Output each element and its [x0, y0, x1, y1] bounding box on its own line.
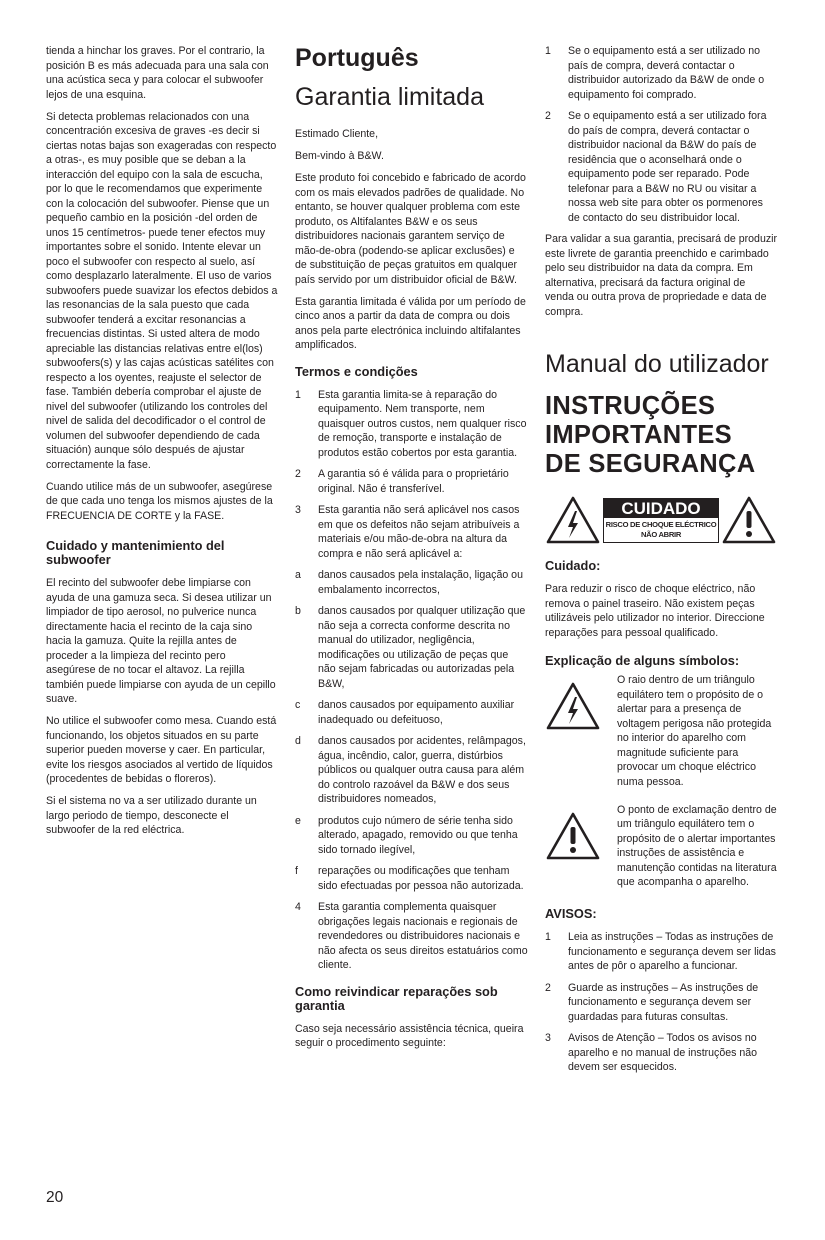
caution-heading: Cuidado:	[545, 558, 601, 573]
language-title: Português	[295, 44, 419, 72]
symbol-explanation	[545, 803, 777, 898]
symbol-explanation	[545, 673, 777, 797]
paragraph: Este produto foi concebido e fabricado de acordo com os mais elevados padrões de qualidade. No entanto, se houver qualquer problema com este produto, os Altifalantes B&W e os seus distribuidores nacionais garantem serviço de mão-de-obra (podendo-se aplicar exclusões) e de substituição de peças gratuitos em qualquer país servido por um distribuidor oficial de B&W.	[295, 172, 526, 286]
list-item: 1 Esta garantia limita-se à reparação do equipamento. Nem transporte, nem quaisquer outros custos, nem qualquer risco de remoção, transporte e instalação de produtos estão cobertos por esta garantia.	[295, 388, 527, 459]
list-item: 3 Avisos de Atenção – Todos os avisos no aparelho e no manual de instruções não devem ser esquecidos.	[545, 1032, 758, 1073]
paragraph: Si el sistema no va a ser utilizado durante un largo periodo de tiempo, desconecte el subwoofer de la red eléctrica.	[46, 795, 257, 836]
column-warranty	[295, 44, 528, 1058]
paragraph: Cuando utilice más de un subwoofer, asegúrese de que cada uno tenga los mismos ajustes de la FRECUENCIA DE CORTE y la FASE.	[46, 480, 273, 522]
warnings-heading: AVISOS:	[545, 906, 597, 921]
list-item: 2 Guarde as instruções – As instruções de funcionamento e segurança devem ser guardadas para futuras consultas.	[545, 981, 759, 1023]
lightning-warning-icon	[545, 495, 601, 545]
paragraph: Caso seja necessário assistência técnica, queira seguir o procedimento seguinte:	[295, 1022, 524, 1049]
greeting: Estimado Cliente,	[295, 128, 379, 140]
list-item: 3 Esta garantia não será aplicável nos casos em que os defeitos não sejam atribuíveis a materiais e/ou mão-de-obra na altura da compra e não será aplicável a:	[295, 504, 520, 560]
list-item: b danos causados por qualquer utilização que não seja a correcta conforme descrita no manual do utilizador, negligência, modificações ou utilização de peças que não sejam fabricadas ou autorizadas pela B&W,	[295, 605, 526, 690]
list-item: 2 Se o equipamento está a ser utilizado fora do país de compra, deverá contactar o distribuidor nacional da B&W do país de residência que o aconselhará onde o equipamento pode ser reparado. Pode telefonar para a B&W no RU ou visitar a nossa web site para obter os pormenores de contacto do seu distribuidor local.	[545, 110, 767, 224]
paragraph: O raio dentro de um triângulo equilátero tem o propósito de o alertar para a presença de voltagem perigosa não protegida no interior do aparelho com magnitude suficiente para provocar um choque eléctrico numa pessoa.	[617, 674, 772, 788]
lightning-triangle-icon	[545, 681, 601, 731]
exclamation-warning-icon	[721, 495, 777, 545]
paragraph: tienda a hinchar los graves. Por el contrario, la posición B es más adecuada para una sala con una acústica seca y para colocar el subwoofer lejos de una esquina.	[46, 45, 269, 101]
symbols-heading: Explicação de alguns símbolos:	[545, 653, 740, 668]
exclamation-triangle-icon	[545, 811, 601, 861]
claim-steps-list	[545, 44, 777, 225]
paragraph: El recinto del subwoofer debe limpiarse con ayuda de una gamuza seca. Si desea utilizar un limpiador de tipo aerosol, no pulverice nunca directamente hacia el recinto de la caja sino hacia la gamuza. Quite la rejilla antes de proceder a la limpieza del recinto pero asegúrese de no tocar el altavoz. La rejilla también puede limpiarse con ayuda de un cepillo suave.	[46, 577, 276, 705]
paragraph: No utilice el subwoofer como mesa. Cuando está funcionando, los objetos situados en su parte superior pueden moverse y caer. En particular, evite los riesgos asociados al vertido de líquidos (procedentes de bebidas o floreros).	[46, 715, 277, 785]
list-item: e produtos cujo número de série tenha sido alterado, apagado, removido ou que tenha sido tornado ilegível,	[295, 814, 518, 856]
paragraph: Si detecta problemas relacionados con una concentración excesiva de graves -es decir si ciertas notas bajas son exageradas con respecto a otras-, es muy posible que se deban a la interacción del equipo con la sala de escucha, por lo que le recomendamos que experimente con la colocación del subwoofer. Piense que un pequeño cambio en la posición -del orden de unos 15 centímetros- puede tener efectos muy importantes sobre el sonido. Intente elevar un poco el subwoofer con respecto al suelo, así como desplazarlo lateralmente. El uso de varios subwoofers puede suavizar los efectos debidos a las resonancias de la sala puesto que cada subwoofer tenderá a excitar resonancias a frecuencias distintas. Si usted altera de modo apreciable las distancias relativas entre el(los) subwoofers(s) y las cajas acústicas satélites con respecto a los oyentes, reajuste el selector de fase. También debería comprobar el ajuste de nivel del subwoofer (utilizando los controles del nivel de salida del decodificador o el control de volumen del subwoofer dependiendo de cada situación) aunque sólo después de ajustar correctamente la fase.	[46, 110, 278, 471]
list-item: 4 Esta garantia complementa quaisquer obrigações legais nacionais e regionais de revendedores ou distribuidores nacionais e não afecta os seus direitos estatuários como cliente.	[295, 901, 528, 971]
column-spanish	[46, 44, 278, 845]
warnings-list	[545, 930, 777, 1075]
list-item: f reparações ou modificações que tenham sido efectuadas por pessoa não autorizada.	[295, 865, 524, 892]
claim-heading: Como reivindicar reparações sob garantia	[295, 983, 498, 1013]
list-item: 1 Leia as instruções – Todas as instruções de funcionamento e segurança devem ser lidas antes de pôr o aparelho a funcionar.	[545, 931, 776, 972]
paragraph: Para reduzir o risco de choque eléctrico, não remova o painel traseiro. Não existem peças utilizáveis pelo utilizador no interior. Direccione reparações para pessoal qualificado.	[545, 583, 765, 639]
care-heading: Cuidado y mantenimiento del subwoofer	[46, 538, 225, 567]
list-item: c danos causados por equipamento auxiliar inadequado ou defeituoso,	[295, 699, 515, 726]
list-item: d danos causados por acidentes, relâmpagos, água, incêndio, calor, guerra, distúrbios públicos ou qualquer outra causa para além do controlo razoável da B&W e dos seus distribuidores nomeados,	[295, 735, 526, 805]
paragraph: Para validar a sua garantia, precisará de produzir este livrete de garantia preenchido e carimbado pelo seu distribuidor na data da compra. Em alternativa, precisará da factura original de venda ou outra prova de propriedade e data de compra.	[545, 233, 778, 318]
manual-title: Manual do utilizador	[545, 350, 769, 378]
paragraph: O ponto de exclamação dentro de um triângulo equilátero tem o propósito de o alertar importantes instruções de assistência e manutenção contidas na literatura que acompanha o aparelho.	[617, 803, 777, 888]
caution-warning-box	[545, 495, 777, 545]
list-item: 1 Se o equipamento está a ser utilizado no país de compra, deverá contactar o distribuidor autorizado da B&W de onde o equipamento foi comprado.	[545, 45, 765, 101]
terms-list	[295, 388, 528, 973]
welcome: Bem-vindo à B&W.	[295, 150, 384, 162]
list-item: a danos causados pela instalação, ligação ou embalamento incorrectos,	[295, 569, 523, 596]
page-number: 20	[46, 1189, 64, 1206]
warranty-title: Garantia limitada	[295, 83, 484, 111]
list-item: 2 A garantia só é válida para o proprietário original. Não é transferível.	[295, 468, 509, 495]
terms-heading: Termos e condições	[295, 363, 418, 379]
caution-label: CUIDADO RISCO DE CHOQUE ELÉCTRICO NÃO ABRIR	[603, 498, 719, 543]
paragraph: Esta garantia limitada é válida por um período de cinco anos a partir da data de compra ou dois anos pela parte electrónica incluindo altifalantes amplificados.	[295, 295, 526, 351]
safety-title: INSTRUÇÕES IMPORTANTES DE SEGURANÇA	[545, 392, 756, 478]
column-safety	[545, 44, 777, 1082]
